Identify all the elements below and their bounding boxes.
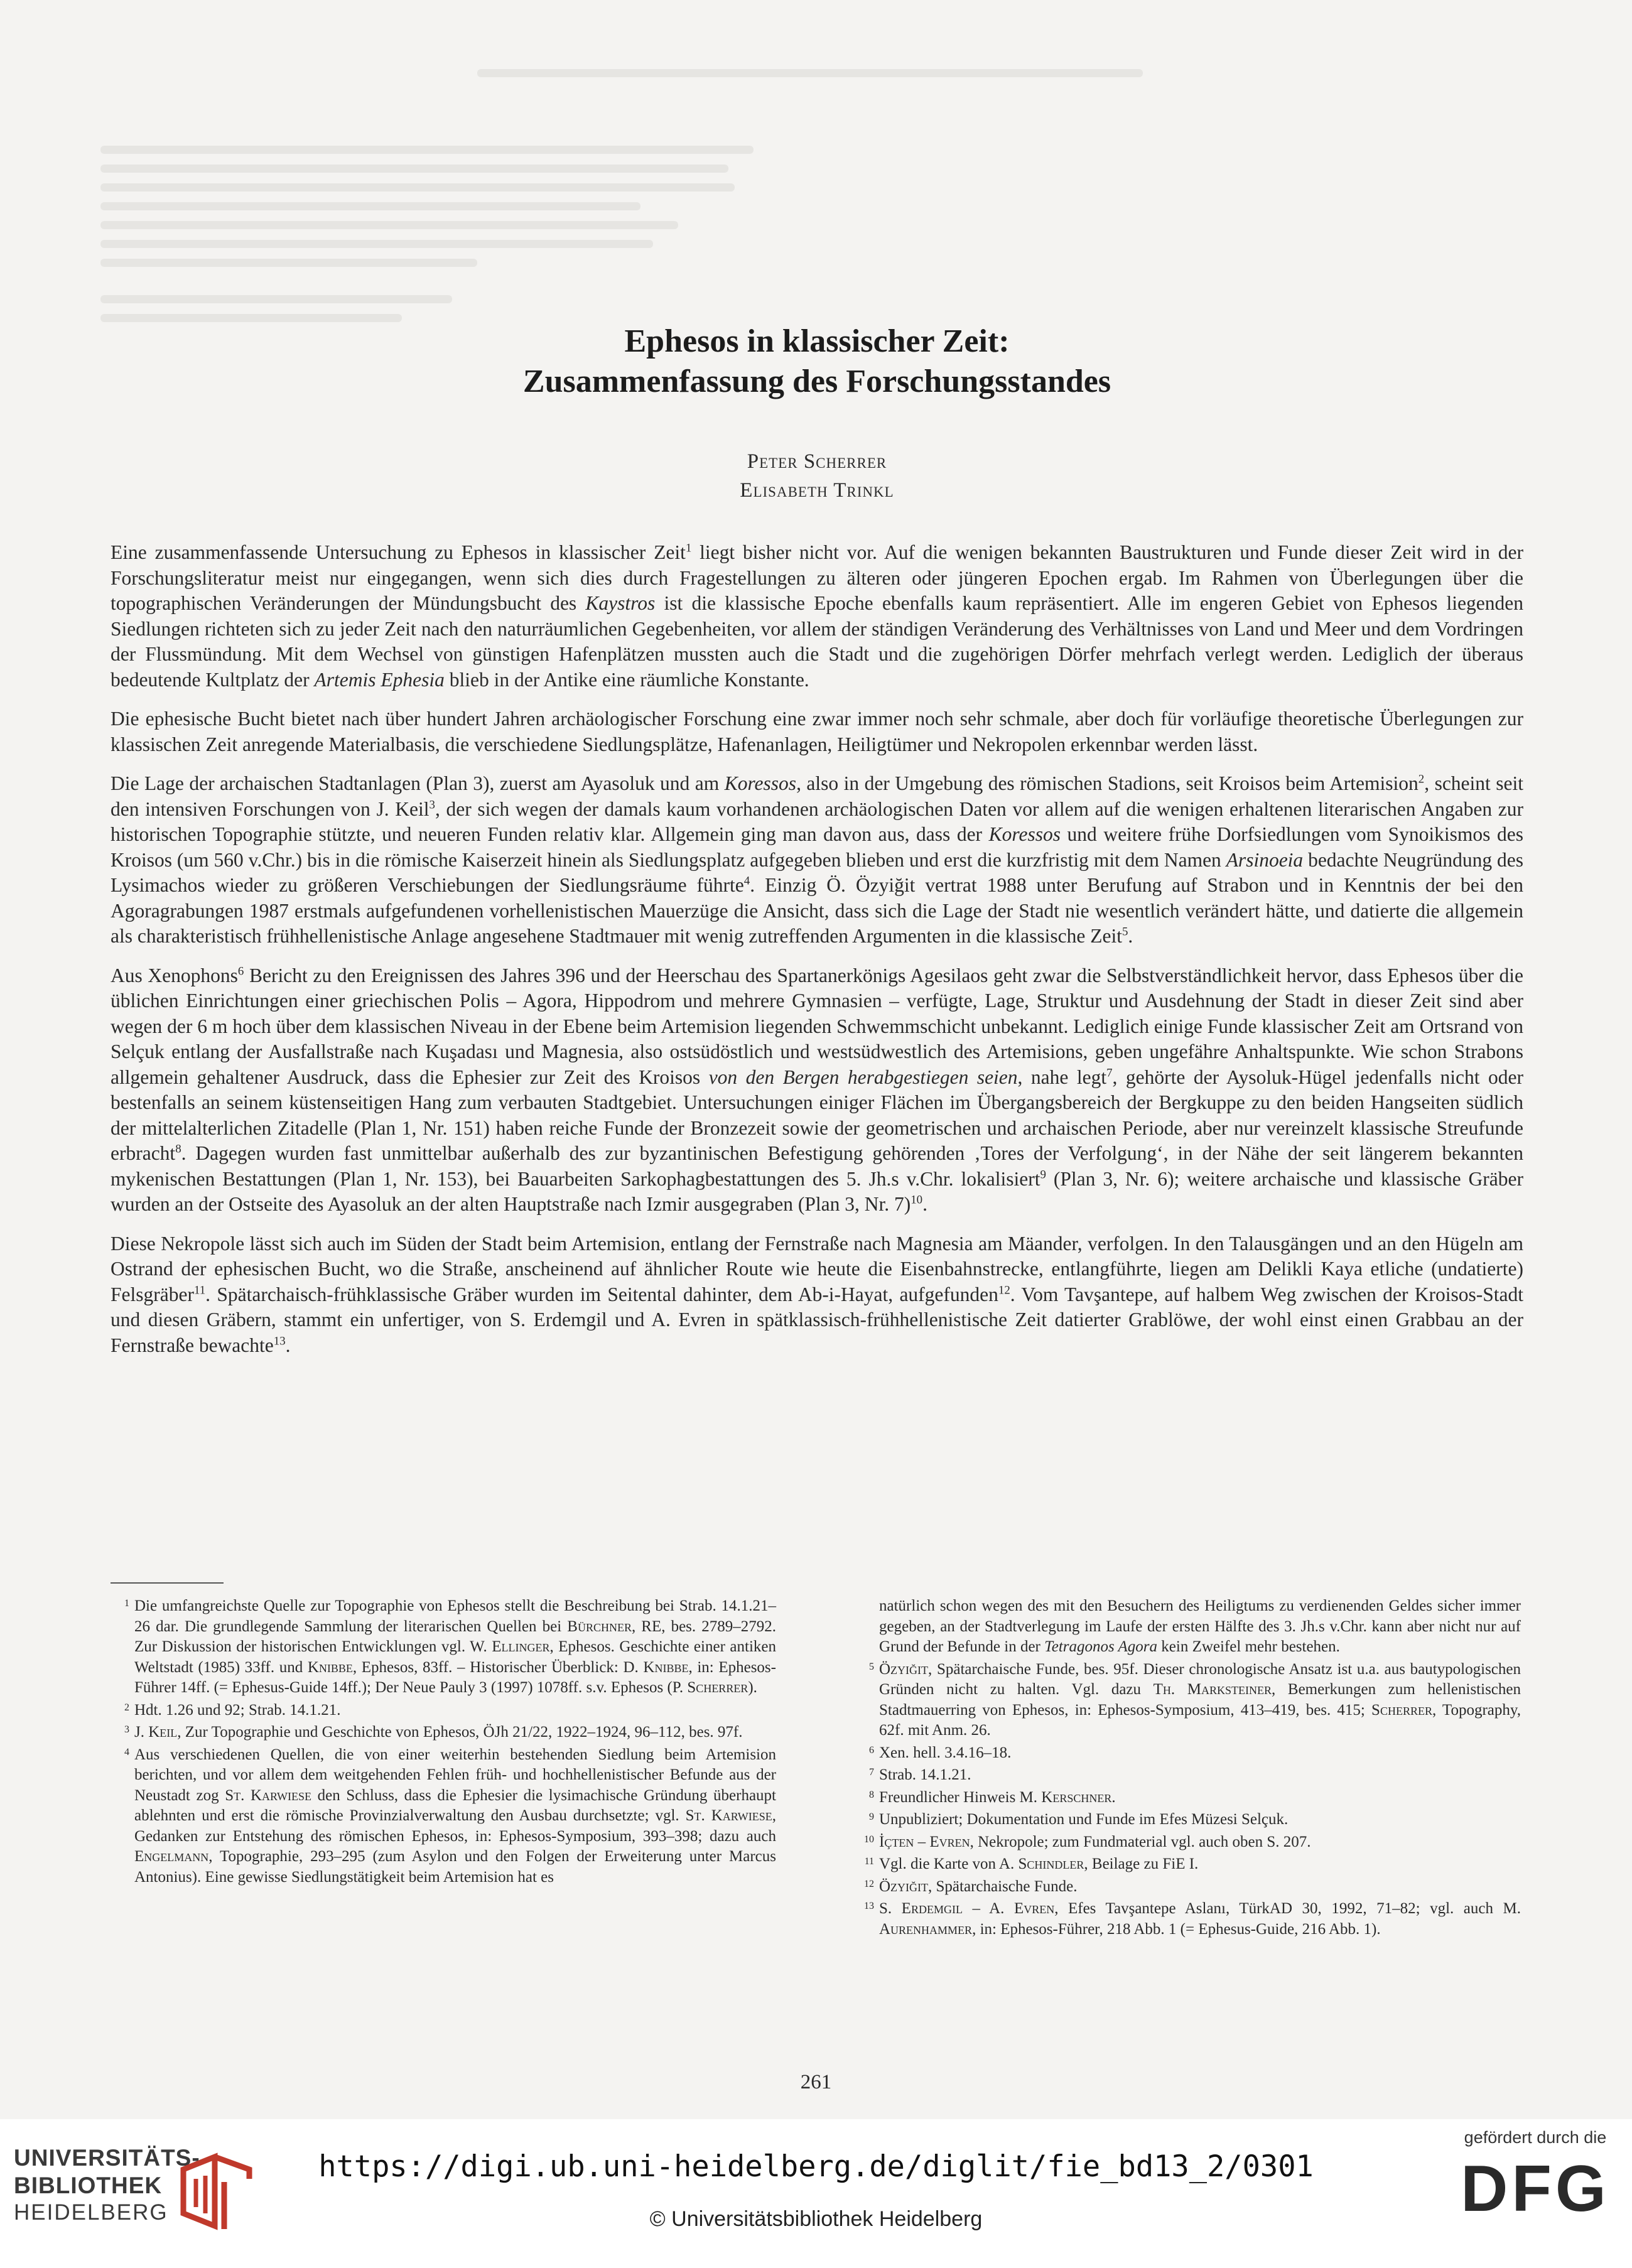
footnote-number: 8	[869, 1789, 874, 1800]
italic-term: Arsinoeia	[1226, 848, 1304, 871]
text-run: .	[1111, 1788, 1116, 1806]
body-paragraph	[111, 771, 1523, 949]
dfg-wordmark: DFG	[1461, 2152, 1610, 2225]
text-run: ist die klassische Epoche ebenfalls kaum repräsentiert. Alle im engeren Gebiet von Ephesos liegenden Siedlungen richteten sich zu jeder Zeit nach den naturräumlichen Gegebenheiten, vor allem der ständigen Veränderung des Verhältnisses von Land und Meer und dem Vordringen der Flussmündung. Mit dem Wechsel von günstigen Hafenplätzen mussten auch die Stadt und die zugehörigen Dörfer mehrfach verlegt werden. Lediglich der überaus bedeutende Kultplatz der	[111, 592, 1524, 691]
permalink-url[interactable]: https://digi.ub.uni-heidelberg.de/diglit/fie_bd13_2/0301	[318, 2149, 1314, 2184]
footnote	[855, 1877, 1521, 1898]
text-run: Aus Xenophons	[111, 964, 238, 986]
text-run: Bericht zu den Ereignissen des Jahres 396 und der Heerschau des Spartanerkönigs Agesilaos geht zwar die Selbstverständlichkeit hervor, dass Ephesos über die üblichen Einrichtungen einer griechischen Polis – Agora, Hippodrom und mehrere Gymnasien – verfügte, Lage, Struktur und Ausdehnung der Stadt in dieser Zeit sind aber wegen der 6 m hoch über dem klassischen Niveau in der Ebene beim Artemision liegenden Schwemmschicht unbekannt. Lediglich einige Funde klassischer Zeit am Ortsrand von Selçuk entlang der Ausfallstraße nach Kuşadası und Magnesia, also ostsüdöstlich und westsüdwestlich des Artemisions, geben ungefähre Anhaltspunkte. Wie schon Strabons allgemein gehaltener Ausdruck, dass die Ephesier zur Zeit des Kroisos	[111, 964, 1524, 1088]
footnote	[111, 1596, 776, 1698]
author-citation: Bürchner	[567, 1617, 632, 1635]
text-run: . Dagegen wurden fast unmittelbar außerhalb des zur byzantinischen Befestigung gehörenden ‚Tores der Verfolgung‘, in der Nähe der seit längerem bekannten mykenischen Bestattungen (Plan 1, Nr. 153), bei Bauarbeiten Sarkophagbestattungen des 5. Jh.s v.Chr. lokalisiert	[111, 1142, 1523, 1190]
text-run: , in: Ephesos-Führer 14ff. (= Ephesus-Guide 14ff.); Der Neue Pauly 3 (1997) 1078ff. s.v. Ephesos (P.	[134, 1658, 776, 1696]
footnote-reference[interactable]: 6	[237, 964, 244, 978]
footnote	[855, 1596, 1521, 1658]
footnote-reference[interactable]: 7	[1106, 1066, 1113, 1079]
footnote-number: 4	[124, 1746, 129, 1758]
footnote-number: 9	[869, 1812, 874, 1822]
text-run: (Plan 3, Nr. 6); weitere archaische und klassische Gräber wurden an der Ostseite des Ayasoluk an der alten Hauptstraße nach Izmir ausgegraben (Plan 3, Nr. 7)	[111, 1167, 1523, 1215]
author-citation: Knibbe	[643, 1658, 689, 1676]
footnote-reference[interactable]: 10	[911, 1193, 923, 1207]
body-text	[111, 540, 1523, 1372]
text-run: Die umfangreichste Quelle zur Topographie von Ephesos stellt die Beschreibung bei Strab. 14.1.21–26 dar. Die grundlegende Sammlung der literarischen Quellen bei	[134, 1597, 776, 1635]
author-citation: Ellinger	[492, 1638, 550, 1655]
author-name: Peter Scherrer	[747, 450, 887, 473]
footnote-number: 5	[869, 1661, 874, 1672]
text-run: Unpubliziert; Dokumentation und Funde im Efes Müzesi Selçuk.	[879, 1811, 1289, 1828]
body-paragraph	[111, 706, 1523, 757]
text-run: , Topography, 62f. mit Anm. 26.	[879, 1701, 1521, 1739]
author-citation: Engelmann	[134, 1848, 209, 1865]
footnote	[855, 1765, 1521, 1786]
text-run: Strab. 14.1.21.	[879, 1766, 971, 1783]
text-run: liegt bisher nicht vor. Auf die wenigen bekannten Baustrukturen und Funde dieser Zeit wird in der Forschungsliteratur meist nur eingegangen, wenn sich dies durch Fragestellungen zu älteren oder jüngeren Epochen ergab. Im Rahmen von Überlegungen über die topographischen Veränderungen der Mündungsbucht des	[111, 541, 1523, 614]
text-run: Xen. hell. 3.4.16–18.	[879, 1744, 1012, 1761]
italic-term: Artemis Ephesia	[314, 668, 445, 691]
italic-term: Koressos	[988, 823, 1061, 845]
text-run: Aus verschiedenen Quellen, die von einer weiterhin bestehenden Siedlung beim Artemision berichten, und vor allem dem weitgehenden Fehlen früh- und hochhellenistischer Befunde aus der Neustadt zog	[134, 1746, 776, 1804]
footnote-reference[interactable]: 13	[273, 1334, 286, 1347]
text-run: kein Zweifel mehr bestehen.	[1157, 1638, 1340, 1655]
text-run: , scheint seit den intensiven Forschungen von J. Keil	[111, 772, 1523, 820]
footnote-number: 2	[124, 1702, 129, 1713]
footnote-reference[interactable]: 9	[1040, 1168, 1046, 1181]
text-run: ).	[748, 1679, 757, 1696]
text-run: bedachte Neugründung des Lysimachos wieder zu größeren Verschiebungen der Siedlungsräume führte	[111, 848, 1523, 896]
footnote	[855, 1743, 1521, 1764]
body-paragraph	[111, 1231, 1523, 1359]
text-run: Die ephesische Bucht bietet nach über hundert Jahren archäologischer Forschung eine zwar immer noch sehr schmale, aber doch für vorläufige theoretische Überlegungen zur klassischen Zeit anregende Materialbasis, die verschiedene Siedlungsplätze, Hafenanlagen, Heiligtümer und Nekropolen erkennbar werden lässt.	[111, 708, 1523, 755]
text-run: Diese Nekropole lässt sich auch im Süden der Stadt beim Artemision, entlang der Fernstraße nach Magnesia am Mäander, verfolgen. In den Talausgängen und an den Hügeln am Ostrand der ephesischen Bucht, wo die Straße, anscheinend auf ähnlicher Route wie heute die Eisenbahnstrecke, entlangführte, liegen am Delikli Kaya etliche (undatierte) Felsgräber	[111, 1232, 1523, 1305]
footnotes-right-column	[855, 1596, 1521, 1941]
footnote-reference[interactable]: 8	[175, 1142, 181, 1156]
title-line-2: Zusammenfassung des Forschungsstandes	[522, 364, 1111, 399]
funding-caption: gefördert durch die	[1464, 2128, 1607, 2147]
footnote	[111, 1700, 776, 1721]
text-run: . Vom Tavşantepe, auf halbem Weg zwischen der Kroisos-Stadt und diesen Gräbern, stammt ein unfertiger, von S. Erdemgil und A. Evren in spätklassisch-frühhellenistische Zeit datierter Grablöwe, der wohl einst einen Grabbau an der Fernstraße bewachte	[111, 1283, 1523, 1356]
text-run: , Ephesos. Geschichte einer antiken Weltstadt (1985) 33ff. und	[134, 1638, 776, 1676]
text-run: .	[1128, 925, 1133, 947]
text-run: , also in der Umgebung des römischen Stadions, seit Kroisos beim Artemision	[796, 772, 1419, 794]
text-run: . Einzig Ö. Özyiğit vertrat 1988 unter Berufung auf Strabon und in Kenntnis der bei den Agoragrabungen 1987 erstmals aufgefundenen vorhellenistischen Mauerzüge die Ansicht, dass sich die Lage der Stadt nie wesentlich verändert hätte, und datierte die allgemein als charakteristisch frühhellenistische Anlage angesehene Stadtmauer mit wenig zutreffenden Argumenten in die klassische Zeit	[111, 874, 1523, 947]
text-run: J.	[134, 1724, 149, 1741]
italic-term: Tetragonos Agora	[1044, 1638, 1158, 1655]
footnote	[855, 1660, 1521, 1741]
text-run: , RE, bes. 2789–2792. Zur Diskussion der historischen Entwicklungen vgl. W.	[134, 1617, 776, 1655]
footnote-reference[interactable]: 2	[1418, 772, 1425, 786]
library-name-line-2: BIBLIOTHEK	[14, 2173, 163, 2198]
footnote-separator	[111, 1582, 224, 1584]
text-run: , Zur Topographie und Geschichte von Ephesos, ÖJh 21/22, 1922–1924, 96–112, bes. 97f.	[177, 1724, 743, 1741]
text-run: , Spätarchaische Funde, bes. 95f. Dieser chronologische Ansatz ist u.a. aus bautypologischen Gründen nicht zu halten. Vgl. dazu	[879, 1660, 1521, 1698]
text-run: . Spätarchaisch-frühklassische Gräber wurden im Seitental dahinter, dem Ab-i-Hayat, aufgefunden	[205, 1283, 998, 1305]
footnote	[855, 1899, 1521, 1940]
text-run: , Nekropole; zum Fundmaterial vgl. auch oben S. 207.	[970, 1833, 1311, 1850]
author-citation: Aurenhammer	[879, 1920, 973, 1938]
library-name-line-1: UNIVERSITÄTS-	[14, 2145, 200, 2171]
dfg-logo[interactable]	[1451, 2128, 1620, 2254]
footnote-number: 6	[869, 1744, 874, 1756]
footnote	[111, 1722, 776, 1743]
text-run: Eine zusammenfassende Untersuchung zu Ephesos in klassischer Zeit	[111, 541, 686, 563]
author-citation: Özyiğit	[879, 1660, 929, 1678]
page-number: 261	[800, 2071, 832, 2093]
footnote-number: 11	[864, 1856, 874, 1867]
text-run: , in: Ephesos-Führer, 218 Abb. 1 (= Ephesus-Guide, 216 Abb. 1).	[972, 1920, 1381, 1938]
footnote	[855, 1810, 1521, 1830]
author-citation: S. Erdemgil – A. Evren	[879, 1900, 1055, 1917]
digitization-footer	[0, 2119, 1632, 2268]
text-run: Vgl. die Karte von A.	[879, 1855, 1019, 1872]
text-run: Freundlicher Hinweis M.	[879, 1788, 1042, 1806]
text-run: , Spätarchaische Funde.	[928, 1877, 1078, 1895]
footnote-reference[interactable]: 11	[193, 1283, 206, 1297]
text-run: , Efes Tavşantepe Aslanı, TürkAD 30, 1992, 71–82; vgl. auch M.	[1054, 1900, 1521, 1917]
italic-term: Koressos	[724, 772, 797, 794]
text-run: natürlich schon wegen des mit den Besuchern des Heiligtums zu verdienenden Geldes sicher immer gegeben, an der Stadtverlegung im Laufe der ersten Hälfte des 3. Jh.s v.Chr. kann aber nicht nur auf Grund der Befunde in der	[879, 1597, 1521, 1655]
author-citation: Scherrer	[687, 1679, 748, 1696]
author-citation: Schindler	[1018, 1855, 1084, 1872]
body-paragraph	[111, 963, 1523, 1218]
footnote-number: 13	[864, 1901, 874, 1911]
footnote	[855, 1832, 1521, 1853]
text-run: , Bemerkungen zum hellenistischen Stadtmauerring von Ephesos, in: Ephesos-Symposium, 413–419, bes. 415;	[879, 1681, 1521, 1719]
footnote	[855, 1788, 1521, 1808]
article-title	[111, 321, 1523, 402]
author-citation: Keil	[148, 1724, 178, 1741]
copyright-notice: © Universitätsbibliothek Heidelberg	[649, 2207, 983, 2231]
library-name-line-3: HEIDELBERG	[14, 2200, 168, 2225]
italic-term: Kaystros	[585, 592, 656, 614]
text-run: , Gedanken zur Entstehung des römischen Ephesos, in: Ephesos-Symposium, 393–398; dazu auch	[134, 1807, 776, 1845]
author-citation: Th. Marksteiner	[1153, 1681, 1272, 1698]
footnote	[855, 1854, 1521, 1875]
italic-term: von den Bergen herabgestiegen seien	[708, 1066, 1018, 1088]
author-citation: Scherrer	[1371, 1701, 1432, 1719]
text-run: , Beilage zu FiE I.	[1084, 1855, 1199, 1872]
footnote-number: 1	[124, 1598, 129, 1609]
footnote-number: 7	[869, 1767, 874, 1778]
footnote-reference[interactable]: 3	[429, 798, 435, 811]
author-citation: İçten – Evren	[879, 1833, 970, 1850]
text-run: , der sich wegen der damals kaum vorhandenen archäologischen Daten vor allem auf die wenigen erhaltenen literarischen Angaben zur historischen Topographie stützte, und neueren Funden relativ klar. Allgemein ging man davon aus, dass der	[111, 797, 1523, 845]
text-run: und weitere frühe Dorfsiedlungen vom Synoikismos des Kroisos (um 560 v.Chr.) bis in die römische Kaiserzeit hinein als Siedlungsplatz aufgegeben blieben und erst die kurzfristig mit dem Namen	[111, 823, 1523, 871]
author-citation: Kerschner	[1041, 1788, 1112, 1806]
text-run: , Topographie, 293–295 (zum Asylon und den Folgen der Erweiterung unter Marcus Antonius). Eine gewisse Siedlungstätigkeit beim Artemision hat es	[134, 1848, 776, 1886]
author-citation: Knibbe	[307, 1658, 353, 1676]
authors	[111, 447, 1523, 505]
body-paragraph	[111, 540, 1523, 693]
footnote	[111, 1745, 776, 1888]
author-citation: St. Karwiese	[685, 1807, 772, 1824]
text-run: blieb in der Antike eine räumliche Konstante.	[444, 668, 809, 691]
text-run: , nahe legt	[1017, 1066, 1107, 1088]
footnote-number: 10	[864, 1833, 874, 1845]
author-name: Elisabeth Trinkl	[740, 479, 894, 502]
author-citation: St. Karwiese	[225, 1786, 312, 1804]
footnotes-left-column	[111, 1596, 776, 1889]
title-line-1: Ephesos in klassischer Zeit:	[624, 323, 1010, 359]
footnote-reference[interactable]: 12	[998, 1283, 1010, 1297]
text-run: .	[285, 1334, 291, 1356]
footnote-reference[interactable]: 5	[1121, 925, 1128, 939]
text-run: Die Lage der archaischen Stadtanlagen (Plan 3), zuerst am Ayasoluk und am	[111, 772, 725, 794]
footnote-number: 12	[864, 1878, 874, 1889]
text-run: , gehörte der Aysoluk-Hügel jedenfalls nicht oder bestenfalls an seinem küstenseitigen Hang zum verbauten Stadtgebiet. Untersuchungen einiger Flächen im Übergangsbereich der Bergkuppe zu den beiden Hangseiten südlich der mittelalterlichen Zitadelle (Plan 1, Nr. 151) haben reiche Funde der Bronzezeit sowie der geometrischen und archaischen Periode, aber nur vereinzelt klassische Streufunde erbracht	[111, 1066, 1523, 1164]
text-run: den Schluss, dass die Ephesier die lysimachische Gründung überhaupt ablehnten und erst die römische Provinzialverwaltung den Ausbau durchsetzte; vgl.	[134, 1786, 776, 1824]
text-run: Hdt. 1.26 und 92; Strab. 14.1.21.	[134, 1701, 341, 1719]
footnote-reference[interactable]: 1	[685, 541, 692, 555]
author-citation: Özyiğit	[879, 1877, 929, 1895]
footnote-number: 3	[124, 1724, 129, 1735]
footnote-reference[interactable]: 4	[743, 874, 750, 888]
text-run: , Ephesos, 83ff. – Historischer Überblick: D.	[352, 1658, 644, 1676]
text-run: .	[922, 1193, 927, 1215]
